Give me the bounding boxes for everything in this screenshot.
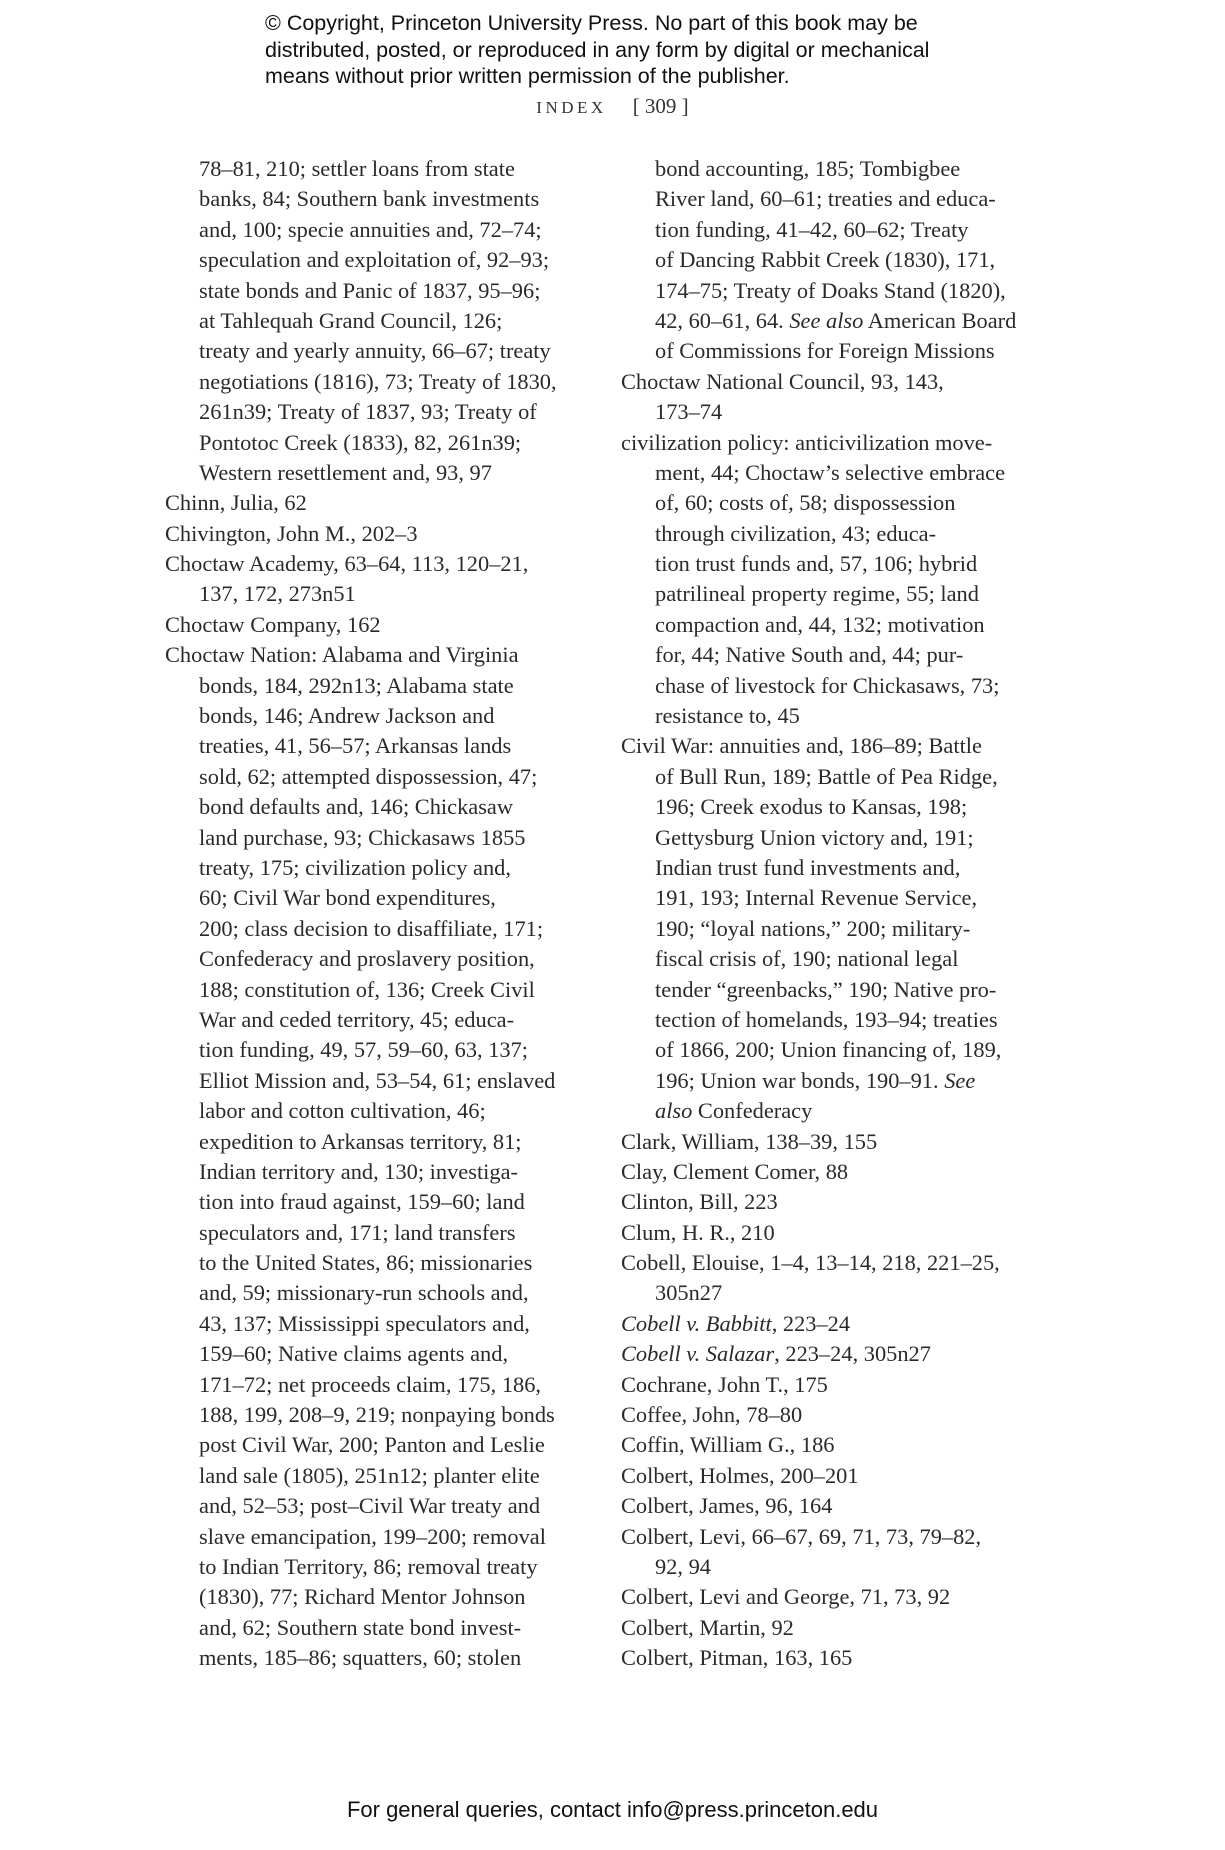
- index-subentry-line: state bonds and Panic of 1837, 95–96;: [199, 277, 541, 303]
- index-subentry-line: (1830), 77; Richard Mentor Johnson: [199, 1584, 526, 1610]
- index-entry-line: [621, 1127, 1041, 1157]
- index-subentry-line: [621, 458, 1041, 488]
- index-entry-line: [621, 1339, 1041, 1369]
- index-subentry-line: and, 59; missionary-run schools and,: [199, 1280, 529, 1306]
- entry-text: Clay, Clement Comer, 88: [621, 1158, 849, 1184]
- index-subentry-line: speculation and exploitation of, 92–93;: [199, 247, 550, 273]
- index-entry-line: [621, 731, 1041, 761]
- entry-text: chase of livestock for Chickasaws, 73;: [655, 672, 1000, 698]
- index-subentry-line: bond defaults and, 146; Chickasaw: [199, 794, 514, 820]
- index-subentry-line: 261n39; Treaty of 1837, 93; Treaty of: [199, 399, 537, 425]
- index-subentry-line: banks, 84; Southern bank investments: [199, 186, 540, 212]
- index-subentry-line: [621, 823, 1041, 853]
- index-subentry-line: 78–81, 210; settler loans from state: [199, 156, 515, 181]
- index-subentry-line: 60; Civil War bond expenditures,: [199, 885, 496, 911]
- index-subentry-line: 171–72; net proceeds claim, 175, 186,: [199, 1371, 542, 1397]
- index-subentry-line: Western resettlement and, 93, 97: [199, 459, 492, 485]
- index-entry-line: [621, 1522, 1041, 1552]
- entry-text: of Dancing Rabbit Creek (1830), 171,: [655, 247, 996, 273]
- index-subentry-line: and, 52–53; post–Civil War treaty and: [199, 1493, 541, 1519]
- index-subentry-line: [621, 549, 1041, 579]
- index-entry-line: [621, 1613, 1041, 1643]
- index-subentry-line: [621, 1096, 1041, 1126]
- index-subentry-line: treaties, 41, 56–57; Arkansas lands: [199, 733, 512, 759]
- index-subentry-line: tion funding, 49, 57, 59–60, 63, 137;: [199, 1037, 529, 1063]
- index-entry-line: [621, 1400, 1041, 1430]
- entry-text: tender “greenbacks,” 190; Native pro-: [655, 976, 997, 1002]
- entry-text: 190; “loyal nations,” 200; military-: [655, 915, 971, 941]
- entry-text: civilization policy: anticivilization move-: [621, 429, 993, 455]
- index-entry-line: [621, 1582, 1041, 1612]
- index-subentry-line: [621, 1005, 1041, 1035]
- entry-text: Colbert, James, 96, 164: [621, 1493, 833, 1519]
- entry-text: 191, 193; Internal Revenue Service,: [655, 885, 978, 911]
- index-subentry-line: 188; constitution of, 136; Creek Civil: [199, 976, 535, 1002]
- index-subentry-line: [621, 306, 1041, 336]
- entry-text: 173–74: [655, 399, 723, 425]
- index-entry-line: Choctaw Company, 162: [165, 611, 381, 637]
- index-entry-line: [621, 1187, 1041, 1217]
- copyright-line: means without prior written permission of the publisher.: [265, 64, 790, 88]
- index-subentry-line: [621, 1278, 1041, 1308]
- index-subentry-line: at Tahlequah Grand Council, 126;: [199, 307, 503, 333]
- index-subentry-line: [621, 215, 1041, 245]
- entry-text: compaction and, 44, 132; motivation: [655, 611, 985, 637]
- index-subentry-line: treaty, 175; civilization policy and,: [199, 854, 511, 880]
- index-entry-line: [621, 1309, 1041, 1339]
- copyright-line: distributed, posted, or reproduced in any form by digital or mechanical: [265, 37, 930, 62]
- index-subentry-line: Pontotoc Creek (1833), 82, 261n39;: [199, 429, 522, 455]
- copyright-line: © Copyright, Princeton University Press. No part of this book may be: [265, 11, 918, 35]
- entry-text: , 223–24: [771, 1310, 851, 1336]
- index-subentry-line: War and ceded territory, 45; educa-: [199, 1006, 515, 1032]
- italic-text: Cobell v. Salazar: [621, 1341, 775, 1367]
- entry-text: Coffin, William G., 186: [621, 1432, 835, 1458]
- index-subentry-line: [621, 519, 1041, 549]
- entry-text: Colbert, Holmes, 200–201: [621, 1462, 859, 1488]
- index-subentry-line: to the United States, 86; missionaries: [199, 1250, 533, 1276]
- entry-text: of Commissions for Foreign Missions: [655, 338, 995, 364]
- index-subentry-line: [621, 671, 1041, 701]
- entry-text: tection of homelands, 193–94; treaties: [655, 1006, 998, 1032]
- entry-text: patrilineal property regime, 55; land: [655, 581, 979, 607]
- index-subentry-line: expedition to Arkansas territory, 81;: [199, 1128, 522, 1154]
- index-column-left: [165, 154, 590, 1674]
- index-subentry-line: tion into fraud against, 159–60; land: [199, 1189, 525, 1215]
- entry-text: Colbert, Pitman, 163, 165: [621, 1645, 853, 1671]
- index-subentry-line: and, 100; specie annuities and, 72–74;: [199, 216, 542, 242]
- page-number: [ 309 ]: [632, 94, 689, 118]
- index-subentry-line: [621, 792, 1041, 822]
- index-subentry-line: 159–60; Native claims agents and,: [199, 1341, 509, 1367]
- entry-text: fiscal crisis of, 190; national legal: [655, 946, 959, 972]
- entry-text: 42, 60–61, 64.: [655, 307, 790, 333]
- index-subentry-line: post Civil War, 200; Panton and Leslie: [199, 1432, 545, 1458]
- index-subentry-line: [621, 154, 1041, 184]
- index-subentry-line: [621, 245, 1041, 275]
- index-entry-line: [621, 1491, 1041, 1521]
- index-subentry-line: [621, 701, 1041, 731]
- index-subentry-line: [621, 610, 1041, 640]
- entry-text: American Board: [863, 307, 1017, 333]
- index-entry-line: [621, 367, 1041, 397]
- index-subentry-line: labor and cotton cultivation, 46;: [199, 1098, 486, 1124]
- index-subentry-line: [621, 853, 1041, 883]
- entry-text: Confederacy: [692, 1098, 813, 1124]
- running-head-label: INDEX: [536, 98, 607, 117]
- index-subentry-line: land purchase, 93; Chickasaws 1855: [199, 824, 526, 850]
- entry-text: of Bull Run, 189; Battle of Pea Ridge,: [655, 763, 998, 789]
- entry-text: Colbert, Levi, 66–67, 69, 71, 73, 79–82,: [621, 1523, 982, 1549]
- entry-text: Cochrane, John T., 175: [621, 1371, 828, 1397]
- index-entry-line: Chinn, Julia, 62: [165, 490, 307, 516]
- index-entry-line: [621, 1461, 1041, 1491]
- index-subentry-line: [621, 640, 1041, 670]
- index-subentry-line: treaty and yearly annuity, 66–67; treaty: [199, 338, 551, 364]
- index-entry-line: [621, 1643, 1041, 1673]
- entry-text: tion funding, 41–42, 60–62; Treaty: [655, 216, 969, 242]
- index-subentry-line: [621, 1035, 1041, 1065]
- index-subentry-line: Indian territory and, 130; investiga-: [199, 1158, 518, 1184]
- italic-text: See: [944, 1067, 976, 1093]
- entry-text: ment, 44; Choctaw’s selective embrace: [655, 459, 1006, 485]
- index-subentry-line: ments, 185–86; squatters, 60; stolen: [199, 1645, 522, 1671]
- index-subentry-line: [621, 762, 1041, 792]
- index-entry-line: Chivington, John M., 202–3: [165, 520, 418, 546]
- index-entry-line: [621, 1430, 1041, 1460]
- index-subentry-line: [621, 579, 1041, 609]
- entry-text: Clinton, Bill, 223: [621, 1189, 778, 1215]
- entry-text: of, 60; costs of, 58; dispossession: [655, 490, 956, 516]
- index-entry-line: [621, 1370, 1041, 1400]
- index-subentry-line: 137, 172, 273n51: [199, 581, 356, 607]
- entry-text: for, 44; Native South and, 44; pur-: [655, 642, 964, 668]
- index-entry-line: [621, 1218, 1041, 1248]
- entry-text: Cobell, Elouise, 1–4, 13–14, 218, 221–25,: [621, 1250, 1000, 1276]
- index-subentry-line: to Indian Territory, 86; removal treaty: [199, 1553, 538, 1579]
- italic-text: Cobell v. Babbitt: [621, 1310, 772, 1336]
- index-subentry-line: Elliot Mission and, 53–54, 61; enslaved: [199, 1067, 556, 1093]
- index-column-right: [621, 154, 1041, 1674]
- copyright-notice: [265, 10, 1025, 90]
- entry-text: River land, 60–61; treaties and educa-: [655, 186, 996, 212]
- entry-text: of 1866, 200; Union financing of, 189,: [655, 1037, 1002, 1063]
- index-subentry-line: 188, 199, 208–9, 219; nonpaying bonds: [199, 1402, 555, 1428]
- entry-text: 174–75; Treaty of Doaks Stand (1820),: [655, 277, 1006, 303]
- entry-text: Colbert, Martin, 92: [621, 1614, 794, 1640]
- italic-text: also: [655, 1098, 693, 1124]
- index-subentry-line: [621, 488, 1041, 518]
- footer-contact: For general queries, contact info@press.princeton.edu: [346, 1797, 879, 1822]
- entry-text: Colbert, Levi and George, 71, 73, 92: [621, 1584, 951, 1610]
- index-subentry-line: speculators and, 171; land transfers: [199, 1219, 516, 1245]
- index-subentry-line: negotiations (1816), 73; Treaty of 1830,: [199, 368, 557, 394]
- entry-text: Civil War: annuities and, 186–89; Battle: [621, 733, 982, 759]
- entry-text: tion trust funds and, 57, 106; hybrid: [655, 551, 978, 577]
- entry-text: Gettysburg Union victory and, 191;: [655, 824, 974, 850]
- index-subentry-line: [621, 914, 1041, 944]
- index-subentry-line: [621, 883, 1041, 913]
- entry-text: resistance to, 45: [655, 703, 800, 729]
- index-entry-line: [621, 1248, 1041, 1278]
- entry-text: bond accounting, 185; Tombigbee: [655, 156, 961, 181]
- entry-text: 92, 94: [655, 1553, 711, 1579]
- entry-text: 196; Creek exodus to Kansas, 198;: [655, 794, 968, 820]
- index-subentry-line: [621, 975, 1041, 1005]
- index-subentry-line: [621, 276, 1041, 306]
- index-subentry-line: land sale (1805), 251n12; planter elite: [199, 1462, 540, 1488]
- index-subentry-line: bonds, 146; Andrew Jackson and: [199, 703, 495, 729]
- index-subentry-line: [621, 397, 1041, 427]
- entry-text: Clark, William, 138–39, 155: [621, 1128, 878, 1154]
- entry-text: , 223–24, 305n27: [774, 1341, 931, 1367]
- index-subentry-line: slave emancipation, 199–200; removal: [199, 1523, 546, 1549]
- entry-text: through civilization, 43; educa-: [655, 520, 937, 546]
- running-head: [0, 94, 1225, 119]
- index-entry-line: Choctaw Nation: Alabama and Virginia: [165, 642, 519, 668]
- index-entry-line: [621, 1157, 1041, 1187]
- index-subentry-line: and, 62; Southern state bond invest-: [199, 1614, 522, 1640]
- entry-text: Coffee, John, 78–80: [621, 1402, 803, 1428]
- entry-text: 196; Union war bonds, 190–91.: [655, 1067, 945, 1093]
- index-subentry-line: [621, 1066, 1041, 1096]
- index-subentry-line: [621, 944, 1041, 974]
- index-subentry-line: [621, 1552, 1041, 1582]
- index-subentry-line: sold, 62; attempted dispossession, 47;: [199, 763, 538, 789]
- entry-text: Indian trust fund investments and,: [655, 854, 961, 880]
- index-entry-line: Choctaw Academy, 63–64, 113, 120–21,: [165, 551, 529, 577]
- index-subentry-line: 200; class decision to disaffiliate, 171;: [199, 915, 544, 941]
- index-subentry-line: bonds, 184, 292n13; Alabama state: [199, 672, 514, 698]
- index-subentry-line: [621, 184, 1041, 214]
- index-subentry-line: Confederacy and proslavery position,: [199, 946, 535, 972]
- index-subentry-line: [621, 336, 1041, 366]
- index-subentry-line: 43, 137; Mississippi speculators and,: [199, 1310, 530, 1336]
- entry-text: 305n27: [655, 1280, 723, 1306]
- italic-text: See also: [789, 307, 864, 333]
- entry-text: Clum, H. R., 210: [621, 1219, 775, 1245]
- entry-text: Choctaw National Council, 93, 143,: [621, 368, 944, 394]
- index-entry-line: [621, 428, 1041, 458]
